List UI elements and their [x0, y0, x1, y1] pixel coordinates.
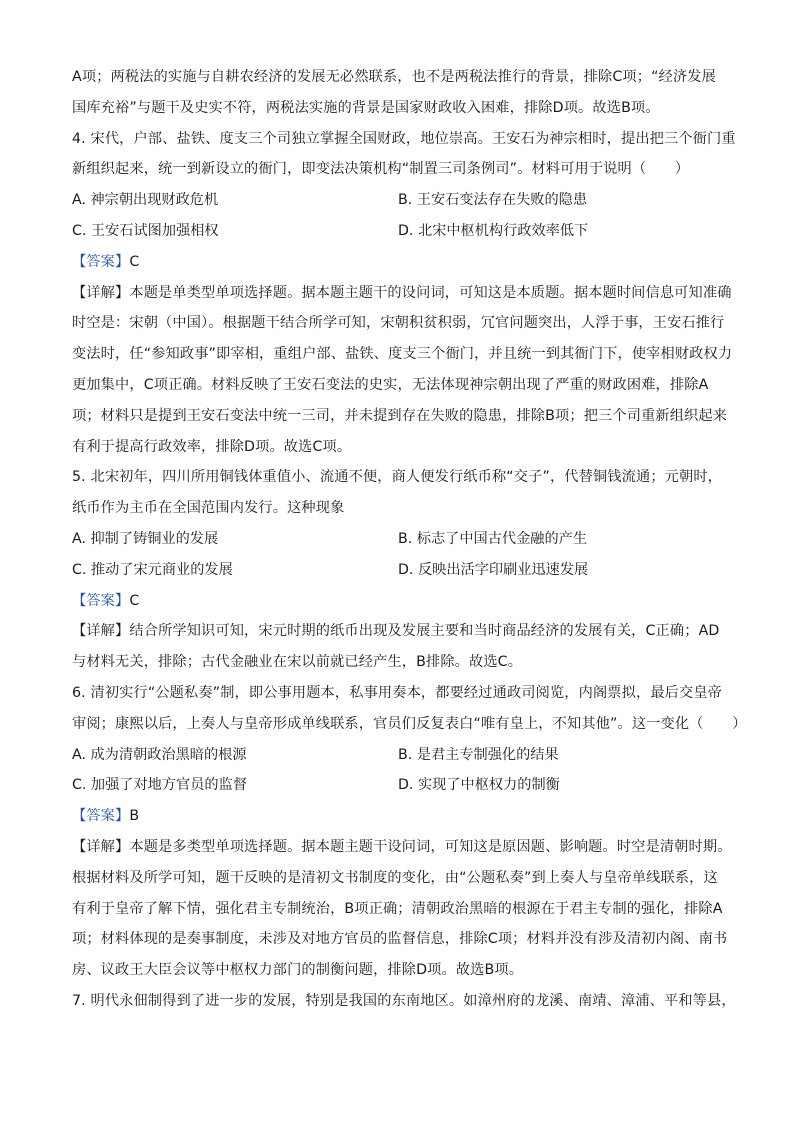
explanation-line: 房、议政王大臣会议等中枢权力部门的制衡问题，排除D项。故选B项。	[72, 962, 524, 979]
answer-tag: 【答案】	[72, 592, 130, 609]
question-4	[72, 124, 736, 463]
option-c: C. 推动了宋元商业的发展	[72, 561, 233, 578]
document-page	[72, 62, 747, 1017]
text-line: 国库充裕”与题干及史实不符，两税法实施的背景是国家财政收入困难，排除D项。故选B项。	[72, 99, 660, 116]
option-c: C. 加强了对地方官员的监督	[72, 777, 247, 794]
explanation-line: 【详解】结合所学知识可知，宋元时期的纸币出现及发展主要和当时商品经济的发展有关，C正确；AD	[72, 623, 720, 640]
option-b: B. 王安石变法存在失败的隐患	[398, 192, 588, 209]
explanation-line: 项；材料只是提到王安石变法中统一三司，并未提到存在失败的隐患，排除B项；把三个司重新组织起来	[72, 407, 728, 424]
options-row	[72, 770, 732, 801]
answer-tag: 【答案】	[72, 808, 130, 825]
answer-value: B	[129, 808, 140, 825]
explanation-line: 根据材料及所学可知，题干反映的是清初文书制度的变化，由“公题私奏”到上奏人与皇帝单线联系，这	[72, 869, 718, 886]
explanation-line: 变法时，任“参知政事”即宰相，重组户部、盐铁、度支三个衙门，并且统一到其衙门下，使宰相财政权力	[72, 346, 733, 363]
explanation-line: 【详解】本题是单类型单项选择题。据本题主题干的设问词，可知这是本质题。据本题时间信息可知准确	[72, 284, 732, 301]
option-a: A. 成为清朝政治黑暗的根源	[72, 746, 247, 763]
question-stem: 5. 北宋初年，四川所用铜钱体重值小、流通不便，商人便发行纸币称“交子”，代替铜钱流通；元朝时，	[72, 469, 723, 486]
answer-line	[72, 247, 732, 278]
answer-tag: 【答案】	[72, 253, 130, 270]
options-row	[72, 524, 732, 555]
explanation-line: 【详解】本题是多类型单项选择题。据本题主题干设问词，可知这是原因题、影响题。时空是清朝时期。	[72, 838, 732, 855]
question-stem: 7. 明代永佃制得到了进一步的发展，特别是我国的东南地区。如漳州府的龙溪、南靖、漳浦、平和等县，	[72, 992, 736, 1009]
option-d: D. 反映出活字印刷业迅速发展	[398, 561, 589, 578]
option-c: C. 王安石试图加强相权	[72, 222, 219, 239]
question-stem: 纸币作为主币在全国范围内发行。这种现象	[72, 500, 345, 517]
option-b: B. 标志了中国古代金融的产生	[398, 530, 588, 547]
text-line: A项；两税法的实施与自耕农经济的发展无必然联系，也不是两税法推行的背景，排除C项；“经济发展	[72, 69, 716, 85]
option-a: A. 抑制了铸铜业的发展	[72, 530, 219, 547]
options-row	[72, 740, 732, 771]
explanation-line: 有利于皇帝了解下情，强化君主专制统治，B项正确；清朝政治黑暗的根源在于君主专制的强化，排除A	[72, 900, 723, 917]
question-7	[72, 986, 736, 1017]
answer-line	[72, 586, 732, 617]
question-stem: 新组织起来，统一到新设立的衙门，即变法决策机构“制置三司条例司”。材料可用于说明（ ）	[72, 161, 690, 178]
question-stem: 审阅；康熙以后，上奏人与皇帝形成单线联系，官员们反复表白“唯有皇上，不知其他”。这一变化（ ）	[72, 715, 747, 732]
question-stem: 4. 宋代，户部、盐铁、度支三个司独立掌握全国财政，地位崇高。王安石为神宗相时，提出把三个衙门重	[72, 130, 736, 147]
question-stem: 6. 清初实行“公题私奏”制，即公事用题本，私事用奏本，都要经过通政司阅览，内阁票拟，最后交皇帝	[72, 684, 723, 701]
explanation-line: 项；材料体现的是奏事制度，未涉及对地方官员的监督信息，排除C项；材料并没有涉及清初内阁、南书	[72, 931, 728, 948]
options-row	[72, 555, 732, 586]
options-row	[72, 185, 732, 216]
option-d: D. 北宋中枢机构行政效率低下	[398, 222, 589, 239]
question-6	[72, 678, 747, 986]
explanation-line: 有利于提高行政效率，排除D项。故选C项。	[72, 438, 352, 455]
answer-value: C	[129, 253, 140, 270]
option-b: B. 是君主专制强化的结果	[398, 746, 559, 763]
question-5	[72, 462, 732, 678]
option-a: A. 神宗朝出现财政危机	[72, 192, 219, 209]
explanation-line: 更加集中，C项正确。材料反映了王安石变法的史实，无法体现神宗朝出现了严重的财政困难，排除A	[72, 376, 709, 393]
explanation-line: 与材料无关，排除；古代金融业在宋以前就已经产生，B排除。故选C。	[72, 654, 523, 671]
option-d: D. 实现了中枢权力的制衡	[398, 777, 560, 794]
answer-line	[72, 801, 732, 832]
options-row	[72, 216, 732, 247]
explanation-line: 时空是：宋朝（中国）。根据题干结合所学可知，宋朝积贫积弱，冗官问题突出，人浮于事，王安石推行	[72, 315, 725, 332]
answer-value: C	[129, 592, 140, 609]
